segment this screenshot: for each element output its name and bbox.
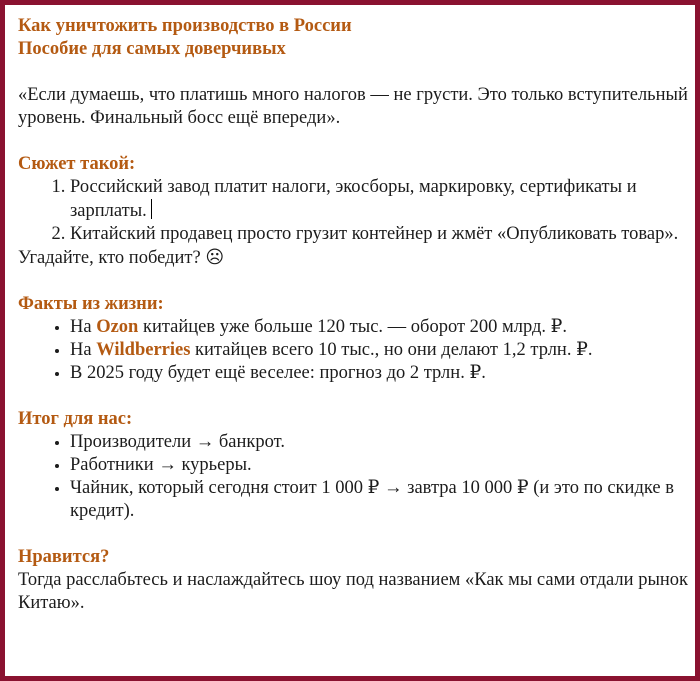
document-body <box>18 15 688 615</box>
outcome-item-3: • Чайник, который сегодня стоит 1 000 ₽ → завтра 10 000 ₽ (и это по скидке в кредит). <box>70 477 688 523</box>
plot-heading: Сюжет такой: <box>18 154 136 174</box>
intro-quote: «Если думаешь, что платишь много налогов — не грусти. Это только вступительный уровень. Финальный босс ещё впереди». <box>18 85 688 128</box>
facts-item-ozon: • На Ozon китайцев уже больше 120 тыс. — оборот 200 млрд. ₽. <box>70 316 688 339</box>
text-cursor <box>151 199 152 219</box>
like-heading: Нравится? <box>18 547 110 567</box>
plot-item-1: 1. Российский завод платит налоги, экосборы, маркировку, сертификаты и зарплаты. <box>70 176 688 223</box>
brand-ozon: Ozon <box>96 317 139 337</box>
outcome-list <box>18 431 688 523</box>
like-text: Тогда расслабьтесь и наслаждайтесь шоу под названием «Как мы сами отдали рынок Китаю». <box>18 570 689 613</box>
outcome-item-1: • Производители → банкрот. <box>70 431 688 454</box>
facts-item-wildberries: • На Wildberries китайцев всего 10 тыс., но они делают 1,2 трлн. ₽. <box>70 339 688 362</box>
facts-item-forecast: • В 2025 году будет ещё веселее: прогноз до 2 трлн. ₽. <box>70 362 688 385</box>
brand-wildberries: Wildberries <box>96 340 191 360</box>
outcome-item-2: • Работники → курьеры. <box>70 454 688 477</box>
outcome-heading: Итог для нас: <box>18 409 133 429</box>
plot-list <box>18 176 688 246</box>
plot-item-2: 2. Китайский продавец просто грузит контейнер и жмёт «Опубликовать товар». <box>70 223 688 246</box>
facts-heading: Факты из жизни: <box>18 294 164 314</box>
title-line-2: Пособие для самых доверчивых <box>18 39 286 59</box>
title-line-1: Как уничтожить производство в России <box>18 16 352 36</box>
facts-list <box>18 316 688 385</box>
plot-question: Угадайте, кто победит? ☹ <box>18 247 225 268</box>
sad-face-icon: ☹ <box>205 247 225 268</box>
